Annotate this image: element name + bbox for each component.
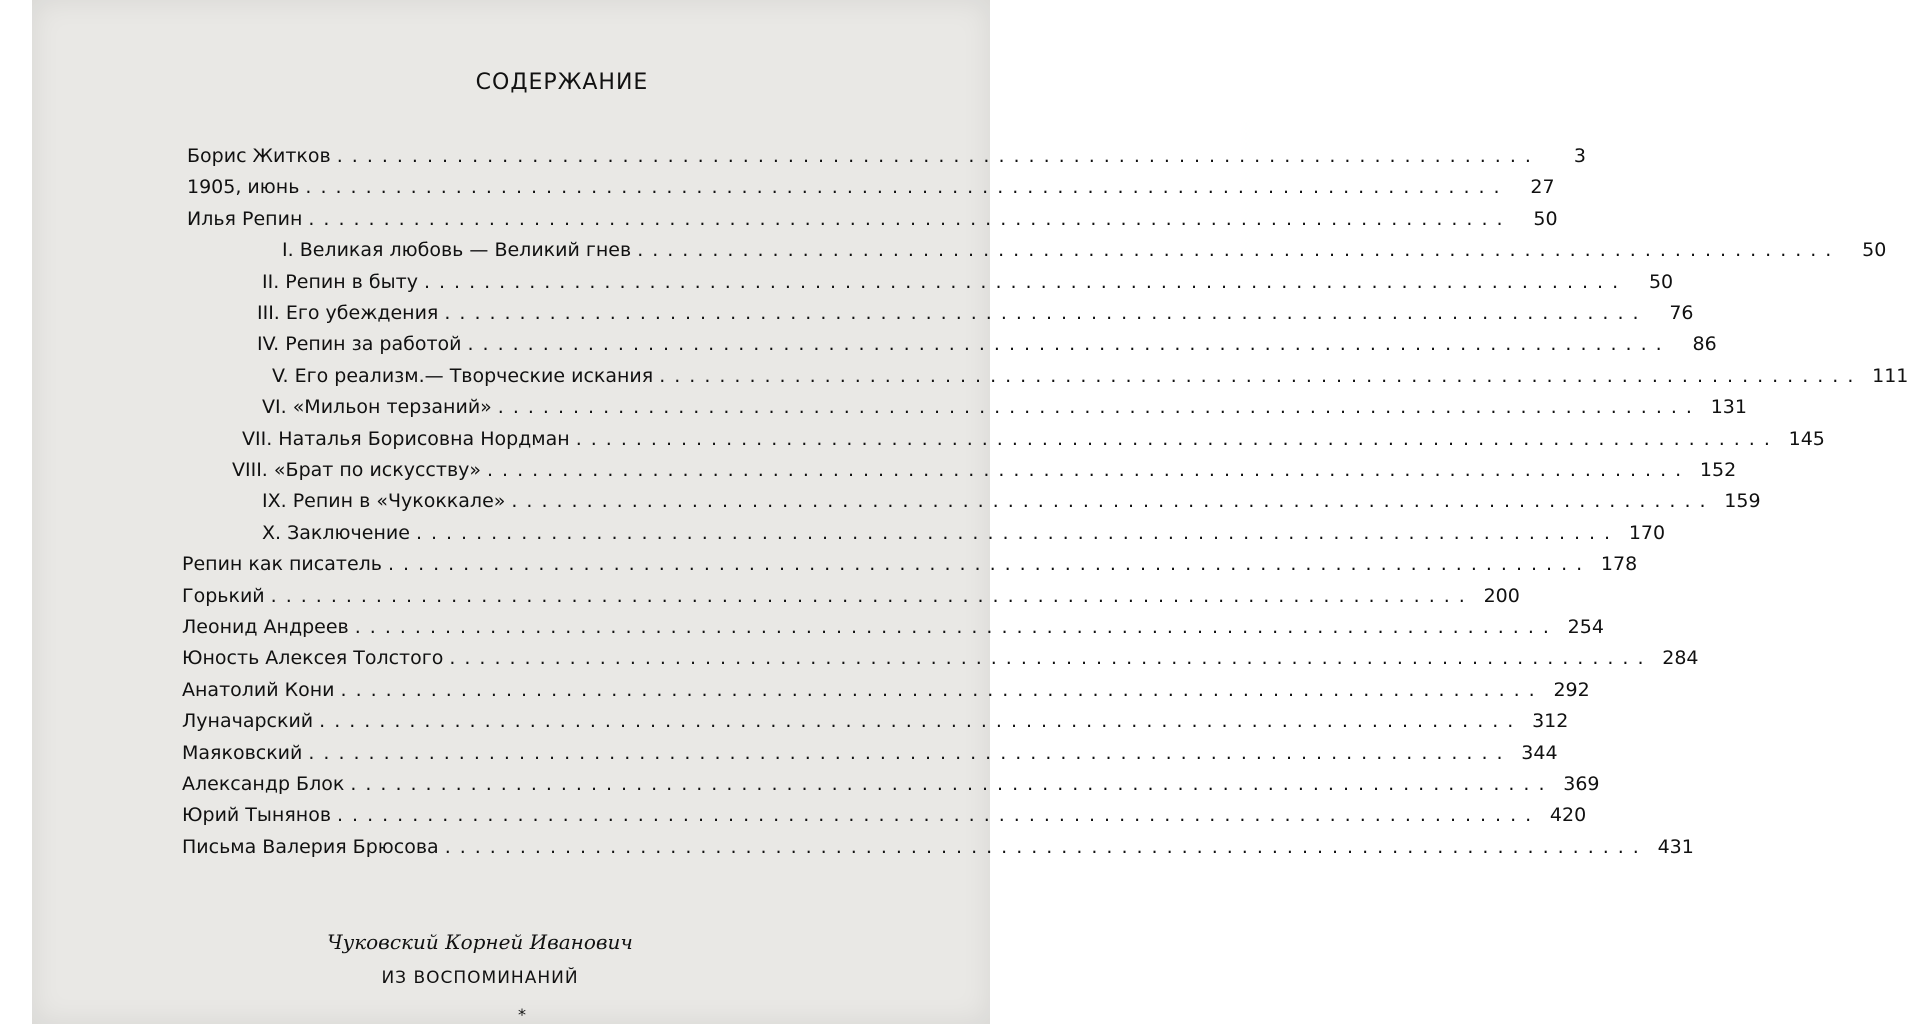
toc-entry-page: 152 [1699,459,1737,481]
dot-leader: ................................................................................ [467,333,1671,356]
table-of-contents [32,0,1908,900]
toc-entry [282,239,1887,269]
toc-entry [182,647,1699,677]
toc-entry-title: Маяковский [182,741,303,764]
dot-leader: ................................................................................ [350,773,1554,795]
dot-leader: ................................................................................ [340,678,1544,701]
toc-entry [182,678,1590,709]
dot-leader: ................................................................................ [337,804,1541,827]
toc-entry [257,302,1694,332]
toc-entry [182,804,1587,834]
toc-entry-title: Юность Алексея Толстого [182,647,444,670]
toc-entry-page: 344 [1521,741,1558,764]
dot-leader: ................................................................................ [637,239,1841,262]
toc-entry-title: Заключение [287,521,410,544]
toc-entry [232,459,1737,489]
toc-entry-title: Юрий Тынянов [182,804,332,827]
dot-leader: ................................................................................ [511,490,1715,513]
toc-entry-title: Горький [182,584,265,607]
toc-entry-title: Борис Житков [187,145,331,167]
toc-entry [182,584,1520,615]
toc-entry [187,176,1555,206]
dot-leader: ................................................................................ [336,145,1540,167]
dot-leader: ................................................................................ [308,741,1512,764]
toc-entry-page: 369 [1563,773,1600,795]
dot-leader: ................................................................................ [305,176,1509,199]
dot-leader: ................................................................................ [575,427,1779,450]
dot-leader: ................................................................................ [415,521,1620,544]
toc-entry [262,521,1666,552]
book-page [32,0,1908,1024]
toc-entry-page: 420 [1549,804,1587,827]
dot-leader: ................................................................................ [270,584,1474,607]
toc-entry-number: VI. [262,396,287,419]
toc-entry-title: Анатолий Кони [182,678,335,701]
toc-entry-title: Репин как писатель [182,553,382,576]
toc-entry-title: Его реализм.— Творческие искания [294,364,654,387]
book-title: ИЗ ВОСПОМИНАНИЙ [381,968,579,988]
dot-leader: ................................................................................ [487,459,1691,481]
toc-entry-page: 27 [1530,176,1555,199]
toc-entry [182,553,1638,583]
toc-entry-title: Леонид Андреев [182,616,349,638]
toc-entry-title: Луначарский [182,710,314,733]
book-author: Чуковский Корней Иванович [327,930,633,954]
toc-entry-number: I. [282,239,294,262]
toc-entry-number: X. [262,521,282,544]
dot-leader: ................................................................................ [444,835,1648,858]
dot-leader: ................................................................................ [444,302,1648,324]
toc-entry [187,145,1586,175]
toc-entry-number: VIII. [232,459,268,481]
toc-entry-page: 254 [1567,616,1604,638]
toc-entry-title: Великая любовь — Великий гнев [299,239,632,262]
toc-entry-title: «Брат по искусству» [273,459,482,481]
toc-entry-title: Наталья Борисовна Нордман [278,427,570,450]
toc-entry-number: V. [272,364,289,387]
toc-entry [242,427,1825,458]
toc-entry-title: 1905, июнь [187,176,300,199]
toc-entry [182,835,1694,866]
toc-entry [182,773,1600,803]
dot-leader: ................................................................................ [449,647,1653,670]
toc-entry [272,364,1908,395]
toc-entry-title: Письма Валерия Брюсова [182,835,439,858]
toc-entry-page: 431 [1657,835,1694,858]
toc-entry-title: Репин за работой [285,333,462,356]
toc-entry-page: 50 [1648,270,1674,293]
toc-entry-title: Репин в быту [285,270,418,293]
toc-entry-page: 86 [1692,333,1717,356]
toc-entry-title: «Мильон терзаний» [292,396,492,419]
toc-entry-number: VII. [242,427,273,450]
toc-entry-page: 159 [1724,490,1761,513]
toc-entry-page: 131 [1710,396,1747,419]
toc-entry-page: 50 [1533,207,1558,230]
toc-entry [257,333,1717,363]
toc-entry-page: 312 [1532,710,1569,733]
toc-entry-page: 50 [1862,239,1887,262]
dot-leader: ................................................................................ [354,616,1558,638]
toc-entry-page: 200 [1483,584,1520,607]
dot-leader: ................................................................................ [497,396,1701,419]
toc-entry-number: IX. [262,490,287,513]
toc-entry-page: 170 [1628,521,1666,544]
toc-entry-title: Его убеждения [285,302,439,324]
contents-heading: СОДЕРЖАНИЕ [475,70,649,95]
toc-entry-page: 284 [1662,647,1699,670]
toc-entry [187,207,1558,238]
toc-entry-page: 178 [1600,553,1638,576]
toc-entry-number: II. [262,270,280,293]
toc-entry [182,741,1558,772]
dot-leader: ................................................................................ [423,270,1628,293]
toc-entry-page: 292 [1553,678,1590,701]
toc-entry-number: III. [257,302,280,324]
toc-entry-number: IV. [257,333,280,356]
dot-leader: ................................................................................ [319,710,1523,733]
dot-leader: ................................................................................ [387,553,1592,576]
toc-entry-page: 3 [1573,145,1586,167]
toc-entry [182,616,1604,646]
toc-entry-page: 76 [1669,302,1694,324]
asterisk-mark: * [518,1005,526,1024]
dot-leader: ................................................................................ [659,364,1863,387]
toc-entry [262,396,1747,426]
toc-entry-page: 111 [1872,364,1908,387]
toc-entry-title: Репин в «Чукоккале» [292,490,506,513]
toc-entry-page: 145 [1788,427,1825,450]
toc-entry [262,490,1761,520]
toc-entry [182,710,1569,740]
toc-entry-title: Александр Блок [182,773,345,795]
toc-entry [262,270,1674,301]
dot-leader: ................................................................................ [308,207,1512,230]
toc-entry-title: Илья Репин [187,207,303,230]
